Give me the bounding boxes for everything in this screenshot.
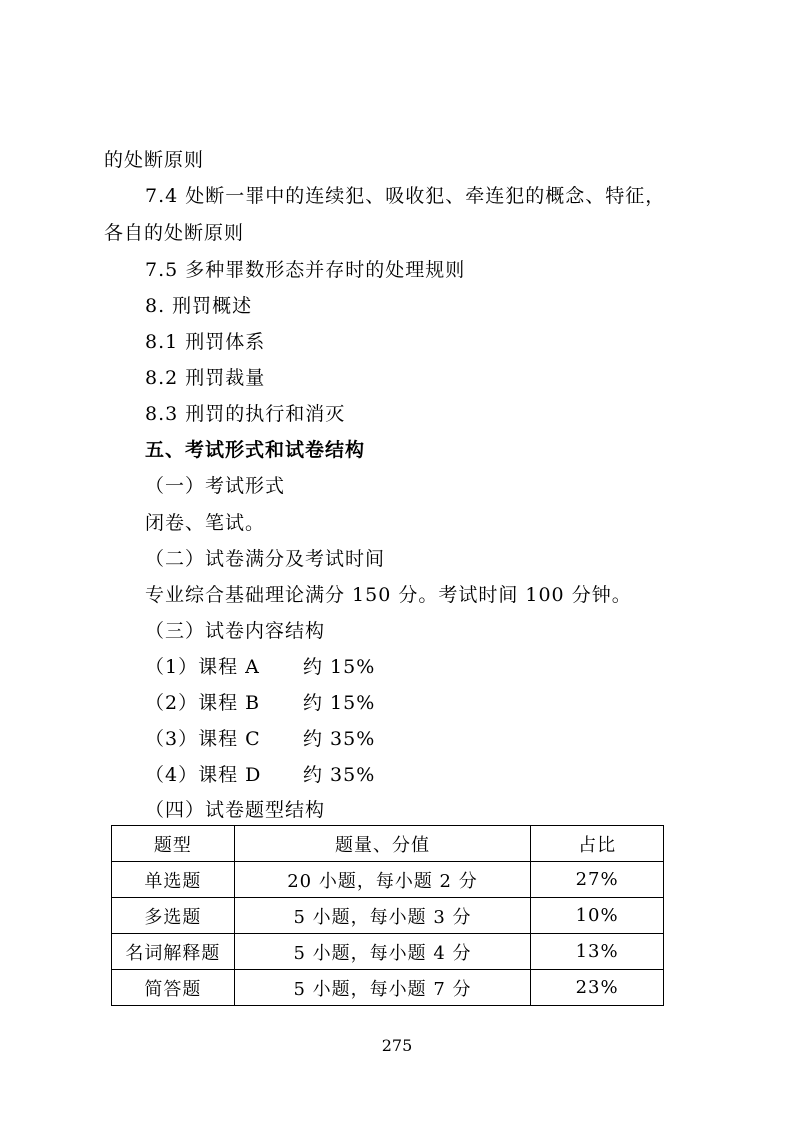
table-row (112, 934, 664, 970)
course-value: 约 35% (303, 728, 376, 750)
course-value: 约 35% (303, 764, 376, 786)
text-line: 各自的处断原则 (104, 222, 245, 244)
course-label: （1）课程 A (145, 656, 260, 678)
course-row (145, 763, 375, 787)
text-line: 8.2 刑罚裁量 (145, 367, 266, 389)
table-row (112, 898, 664, 934)
table-cell: 名词解释题 (112, 934, 235, 970)
table-cell: 23% (531, 970, 664, 1006)
table-row (112, 862, 664, 898)
table-header-cell: 占比 (531, 826, 664, 862)
table-header-cell: 题量、分值 (234, 826, 530, 862)
table-cell: 27% (531, 862, 664, 898)
course-value: 约 15% (303, 692, 376, 714)
course-row (145, 691, 375, 715)
table-header-cell: 题型 (112, 826, 235, 862)
course-label: （3）课程 C (145, 728, 261, 750)
table-header-row (112, 826, 664, 862)
text-line: 8.3 刑罚的执行和消灭 (145, 403, 346, 425)
subsection-heading: （一）考试形式 (145, 475, 286, 497)
table-cell: 简答题 (112, 970, 235, 1006)
course-row (145, 727, 375, 751)
table-cell: 5 小题，每小题 7 分 (234, 970, 530, 1006)
table-cell: 多选题 (112, 898, 235, 934)
text-line: 的处断原则 (104, 149, 205, 171)
question-type-table (111, 825, 664, 1006)
course-label: （4）课程 D (145, 764, 262, 786)
subsection-heading: （四）试卷题型结构 (145, 799, 326, 821)
text-line: 7.4 处断一罪中的连续犯、吸收犯、牵连犯的概念、特征， (145, 185, 666, 207)
section-heading: 五、考试形式和试卷结构 (145, 439, 366, 461)
table-cell: 单选题 (112, 862, 235, 898)
course-row (145, 655, 375, 679)
table-cell: 13% (531, 934, 664, 970)
text-line: 8. 刑罚概述 (145, 295, 253, 317)
page-number: 275 (381, 1036, 413, 1055)
text-line: 闭卷、笔试。 (145, 512, 266, 534)
table-row (112, 970, 664, 1006)
table-cell: 10% (531, 898, 664, 934)
text-line: 8.1 刑罚体系 (145, 331, 266, 353)
subsection-heading: （二）试卷满分及考试时间 (145, 548, 386, 570)
course-value: 约 15% (303, 656, 376, 678)
text-line: 7.5 多种罪数形态并存时的处理规则 (145, 259, 466, 281)
subsection-heading: （三）试卷内容结构 (145, 620, 326, 642)
table-cell: 5 小题，每小题 3 分 (234, 898, 530, 934)
table-cell: 20 小题，每小题 2 分 (234, 862, 530, 898)
course-label: （2）课程 B (145, 692, 261, 714)
table-cell: 5 小题，每小题 4 分 (234, 934, 530, 970)
text-line: 专业综合基础理论满分 150 分。考试时间 100 分钟。 (145, 584, 632, 606)
